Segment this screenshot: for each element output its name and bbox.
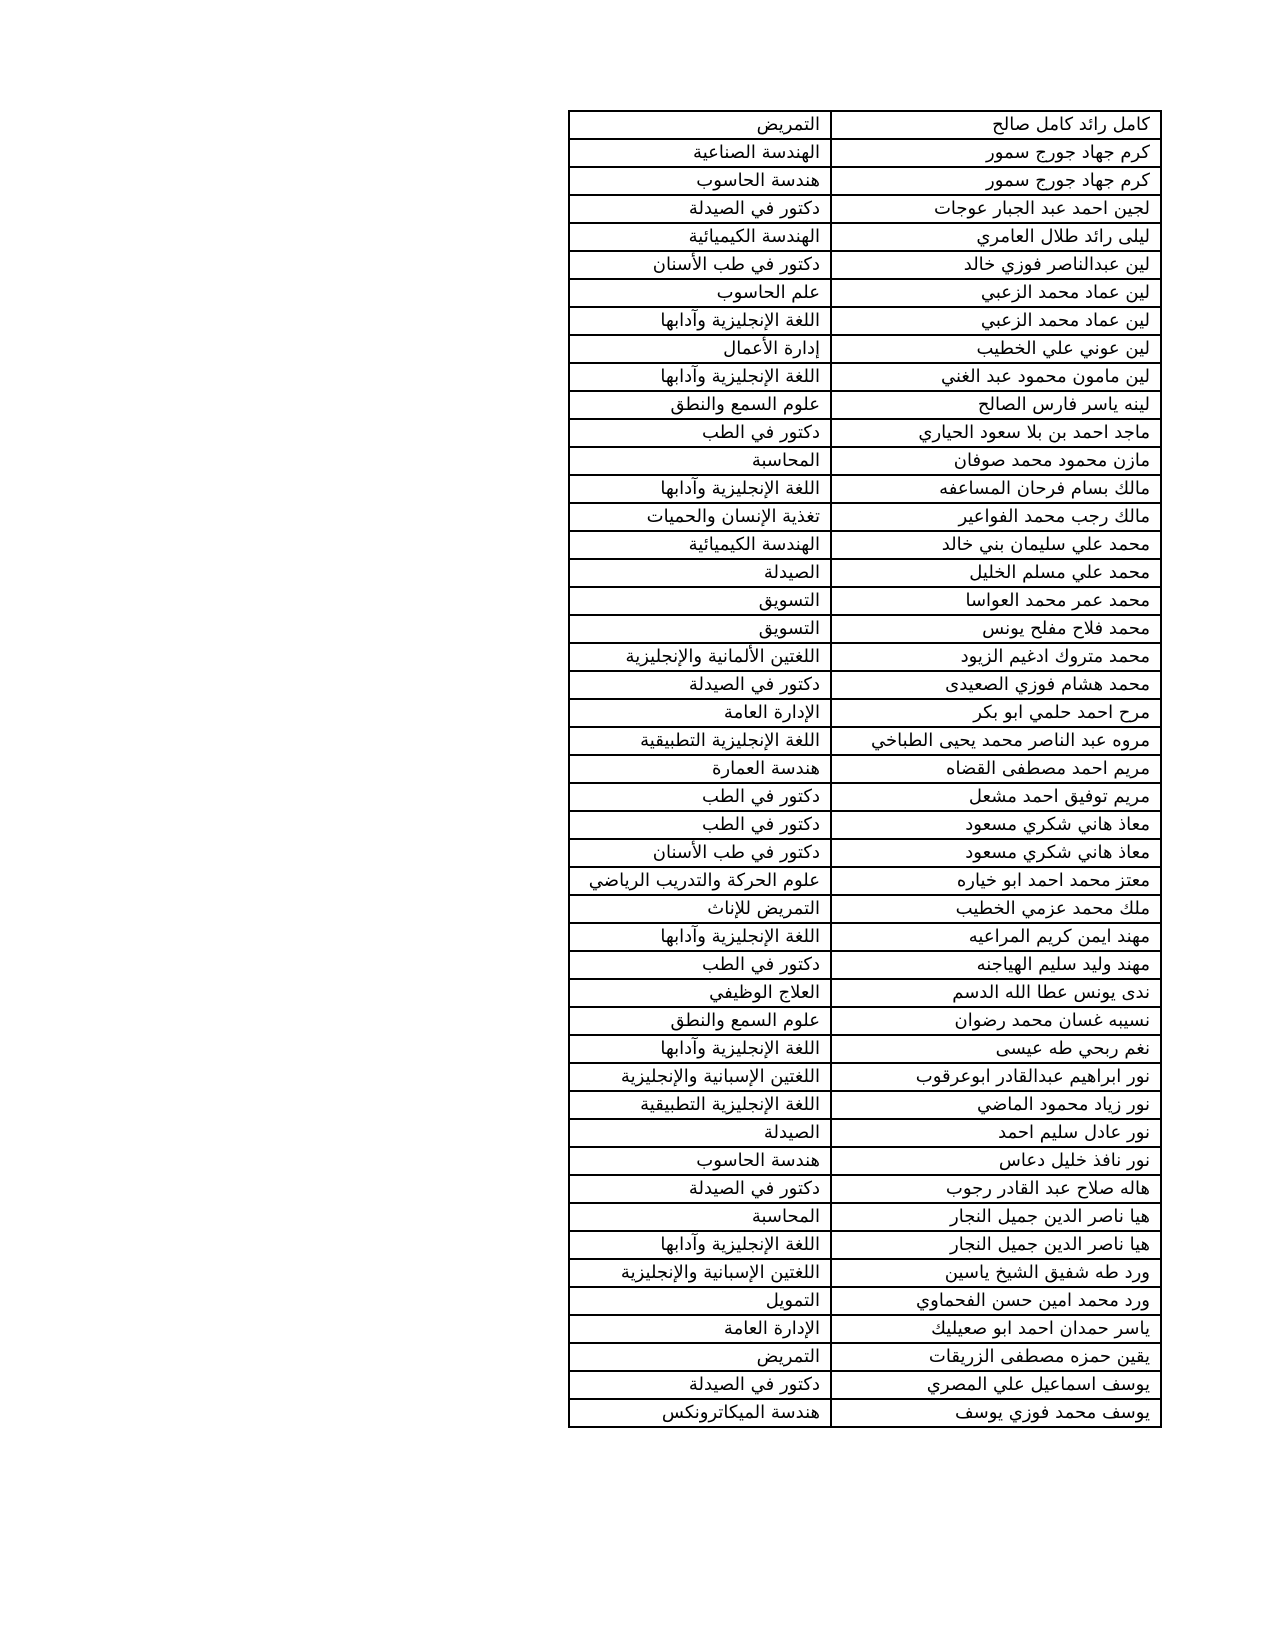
student-major-cell: تغذية الإنسان والحميات bbox=[569, 503, 831, 531]
table-row bbox=[569, 503, 1161, 531]
student-name-cell: محمد هشام فوزي الصعيدى bbox=[831, 671, 1161, 699]
table-row bbox=[569, 1147, 1161, 1175]
table-row bbox=[569, 139, 1161, 167]
student-major-cell: دكتور في الصيدلة bbox=[569, 671, 831, 699]
student-major-cell: اللغتين الألمانية والإنجليزية bbox=[569, 643, 831, 671]
table-row bbox=[569, 167, 1161, 195]
student-name-cell: ليلى رائد طلال العامري bbox=[831, 223, 1161, 251]
table-row bbox=[569, 783, 1161, 811]
student-name-cell: يوسف محمد فوزي يوسف bbox=[831, 1399, 1161, 1427]
student-name-cell: هيا ناصر الدين جميل النجار bbox=[831, 1203, 1161, 1231]
student-major-cell: دكتور في الصيدلة bbox=[569, 1371, 831, 1399]
student-name-cell: لين عبدالناصر فوزي خالد bbox=[831, 251, 1161, 279]
student-name-cell: ندى يونس عطا الله الدسم bbox=[831, 979, 1161, 1007]
table-row bbox=[569, 307, 1161, 335]
table-row bbox=[569, 1091, 1161, 1119]
student-name-cell: هيا ناصر الدين جميل النجار bbox=[831, 1231, 1161, 1259]
student-major-cell: التمويل bbox=[569, 1287, 831, 1315]
table-row bbox=[569, 1007, 1161, 1035]
student-major-cell: اللغة الإنجليزية التطبيقية bbox=[569, 1091, 831, 1119]
student-name-cell: لين عماد محمد الزعبي bbox=[831, 307, 1161, 335]
student-name-cell: ورد محمد امين حسن الفحماوي bbox=[831, 1287, 1161, 1315]
student-major-cell: الهندسة الكيميائية bbox=[569, 223, 831, 251]
student-name-cell: معاذ هاني شكري مسعود bbox=[831, 811, 1161, 839]
table-row bbox=[569, 1343, 1161, 1371]
student-major-cell: هندسة الميكاترونكس bbox=[569, 1399, 831, 1427]
student-name-cell: مالك رجب محمد الفواعير bbox=[831, 503, 1161, 531]
student-major-cell: هندسة العمارة bbox=[569, 755, 831, 783]
table-row bbox=[569, 363, 1161, 391]
table-row bbox=[569, 587, 1161, 615]
student-name-cell: معاذ هاني شكري مسعود bbox=[831, 839, 1161, 867]
student-name-cell: مالك بسام فرحان المساعفه bbox=[831, 475, 1161, 503]
student-major-cell: علم الحاسوب bbox=[569, 279, 831, 307]
table-row bbox=[569, 1119, 1161, 1147]
table-row bbox=[569, 923, 1161, 951]
table-row bbox=[569, 419, 1161, 447]
table-row bbox=[569, 1231, 1161, 1259]
table-row bbox=[569, 195, 1161, 223]
table-row bbox=[569, 1175, 1161, 1203]
student-name-cell: نغم ربحي طه عيسى bbox=[831, 1035, 1161, 1063]
table-row bbox=[569, 867, 1161, 895]
student-name-cell: مازن محمود محمد صوفان bbox=[831, 447, 1161, 475]
student-name-cell: معتز محمد احمد ابو خياره bbox=[831, 867, 1161, 895]
student-name-cell: كامل رائد كامل صالح bbox=[831, 111, 1161, 139]
table-row bbox=[569, 615, 1161, 643]
table-row bbox=[569, 1371, 1161, 1399]
student-major-cell: هندسة الحاسوب bbox=[569, 167, 831, 195]
student-name-cell: محمد فلاح مفلح يونس bbox=[831, 615, 1161, 643]
student-major-cell: اللغتين الإسبانية والإنجليزية bbox=[569, 1063, 831, 1091]
student-name-cell: يوسف اسماعيل علي المصري bbox=[831, 1371, 1161, 1399]
table-row bbox=[569, 671, 1161, 699]
student-major-cell: العلاج الوظيفي bbox=[569, 979, 831, 1007]
table-row bbox=[569, 643, 1161, 671]
student-major-cell: التمريض للإناث bbox=[569, 895, 831, 923]
table-row bbox=[569, 475, 1161, 503]
student-major-cell: دكتور في الصيدلة bbox=[569, 1175, 831, 1203]
table-row bbox=[569, 951, 1161, 979]
student-major-cell: علوم الحركة والتدريب الرياضي bbox=[569, 867, 831, 895]
table-row bbox=[569, 223, 1161, 251]
student-name-cell: لينه ياسر فارس الصالح bbox=[831, 391, 1161, 419]
student-name-cell: مريم احمد مصطفى القضاه bbox=[831, 755, 1161, 783]
table-row bbox=[569, 335, 1161, 363]
student-major-cell: إدارة الأعمال bbox=[569, 335, 831, 363]
student-major-cell: الصيدلة bbox=[569, 1119, 831, 1147]
table-row bbox=[569, 251, 1161, 279]
student-major-cell: التمريض bbox=[569, 111, 831, 139]
student-major-cell: الإدارة العامة bbox=[569, 1315, 831, 1343]
student-name-cell: نور نافذ خليل دعاس bbox=[831, 1147, 1161, 1175]
student-major-cell: علوم السمع والنطق bbox=[569, 1007, 831, 1035]
student-major-cell: دكتور في طب الأسنان bbox=[569, 839, 831, 867]
student-major-cell: اللغتين الإسبانية والإنجليزية bbox=[569, 1259, 831, 1287]
student-name-cell: مهند وليد سليم الهياجنه bbox=[831, 951, 1161, 979]
student-name-cell: مرح احمد حلمي ابو بكر bbox=[831, 699, 1161, 727]
table-row bbox=[569, 811, 1161, 839]
table-row bbox=[569, 895, 1161, 923]
student-name-cell: ورد طه شفيق الشيخ ياسين bbox=[831, 1259, 1161, 1287]
student-name-cell: محمد متروك ادغيم الزيود bbox=[831, 643, 1161, 671]
student-major-cell: اللغة الإنجليزية وآدابها bbox=[569, 363, 831, 391]
table-row bbox=[569, 979, 1161, 1007]
student-major-cell: دكتور في الطب bbox=[569, 951, 831, 979]
student-name-cell: ملك محمد عزمي الخطيب bbox=[831, 895, 1161, 923]
student-name-cell: مريم توفيق احمد مشعل bbox=[831, 783, 1161, 811]
table-row bbox=[569, 1063, 1161, 1091]
student-name-cell: كرم جهاد جورج سمور bbox=[831, 167, 1161, 195]
table-row bbox=[569, 391, 1161, 419]
student-name-cell: محمد علي سليمان بني خالد bbox=[831, 531, 1161, 559]
student-name-cell: مهند ايمن كريم المراعيه bbox=[831, 923, 1161, 951]
student-major-cell: التسويق bbox=[569, 587, 831, 615]
student-major-cell: التسويق bbox=[569, 615, 831, 643]
students-table-body bbox=[569, 111, 1161, 1427]
table-row bbox=[569, 839, 1161, 867]
table-row bbox=[569, 279, 1161, 307]
table-row bbox=[569, 755, 1161, 783]
student-major-cell: اللغة الإنجليزية وآدابها bbox=[569, 307, 831, 335]
student-major-cell: التمريض bbox=[569, 1343, 831, 1371]
student-major-cell: هندسة الحاسوب bbox=[569, 1147, 831, 1175]
students-table bbox=[568, 110, 1162, 1428]
student-major-cell: الإدارة العامة bbox=[569, 699, 831, 727]
table-row bbox=[569, 531, 1161, 559]
student-major-cell: اللغة الإنجليزية وآدابها bbox=[569, 1035, 831, 1063]
student-major-cell: الهندسة الصناعية bbox=[569, 139, 831, 167]
student-name-cell: نور زياد محمود الماضي bbox=[831, 1091, 1161, 1119]
student-name-cell: ماجد احمد بن بلا سعود الحياري bbox=[831, 419, 1161, 447]
table-row bbox=[569, 1259, 1161, 1287]
table-row bbox=[569, 727, 1161, 755]
students-table-container bbox=[568, 110, 1160, 1428]
table-row bbox=[569, 111, 1161, 139]
student-name-cell: كرم جهاد جورج سمور bbox=[831, 139, 1161, 167]
student-major-cell: اللغة الإنجليزية التطبيقية bbox=[569, 727, 831, 755]
table-row bbox=[569, 1203, 1161, 1231]
student-name-cell: يقين حمزه مصطفى الزريقات bbox=[831, 1343, 1161, 1371]
student-major-cell: دكتور في الطب bbox=[569, 783, 831, 811]
student-name-cell: مروه عبد الناصر محمد يحيى الطباخي bbox=[831, 727, 1161, 755]
table-row bbox=[569, 1035, 1161, 1063]
student-name-cell: ياسر حمدان احمد ابو صعيليك bbox=[831, 1315, 1161, 1343]
student-major-cell: اللغة الإنجليزية وآدابها bbox=[569, 475, 831, 503]
student-name-cell: نسيبه غسان محمد رضوان bbox=[831, 1007, 1161, 1035]
student-name-cell: لين عماد محمد الزعبي bbox=[831, 279, 1161, 307]
student-major-cell: علوم السمع والنطق bbox=[569, 391, 831, 419]
student-major-cell: دكتور في الصيدلة bbox=[569, 195, 831, 223]
table-row bbox=[569, 1399, 1161, 1427]
student-name-cell: لين مامون محمود عبد الغني bbox=[831, 363, 1161, 391]
table-row bbox=[569, 699, 1161, 727]
student-name-cell: لين عوني علي الخطيب bbox=[831, 335, 1161, 363]
student-name-cell: لجين احمد عبد الجبار عوجات bbox=[831, 195, 1161, 223]
table-row bbox=[569, 447, 1161, 475]
student-name-cell: نور عادل سليم احمد bbox=[831, 1119, 1161, 1147]
table-row bbox=[569, 1315, 1161, 1343]
table-row bbox=[569, 559, 1161, 587]
student-major-cell: دكتور في الطب bbox=[569, 419, 831, 447]
student-major-cell: اللغة الإنجليزية وآدابها bbox=[569, 1231, 831, 1259]
student-name-cell: محمد عمر محمد العواسا bbox=[831, 587, 1161, 615]
student-name-cell: محمد علي مسلم الخليل bbox=[831, 559, 1161, 587]
student-major-cell: الهندسة الكيميائية bbox=[569, 531, 831, 559]
student-major-cell: المحاسبة bbox=[569, 1203, 831, 1231]
student-major-cell: الصيدلة bbox=[569, 559, 831, 587]
student-major-cell: دكتور في الطب bbox=[569, 811, 831, 839]
student-major-cell: دكتور في طب الأسنان bbox=[569, 251, 831, 279]
student-name-cell: هاله صلاح عبد القادر رجوب bbox=[831, 1175, 1161, 1203]
student-major-cell: اللغة الإنجليزية وآدابها bbox=[569, 923, 831, 951]
table-row bbox=[569, 1287, 1161, 1315]
student-major-cell: المحاسبة bbox=[569, 447, 831, 475]
student-name-cell: نور ابراهيم عبدالقادر ابوعرقوب bbox=[831, 1063, 1161, 1091]
